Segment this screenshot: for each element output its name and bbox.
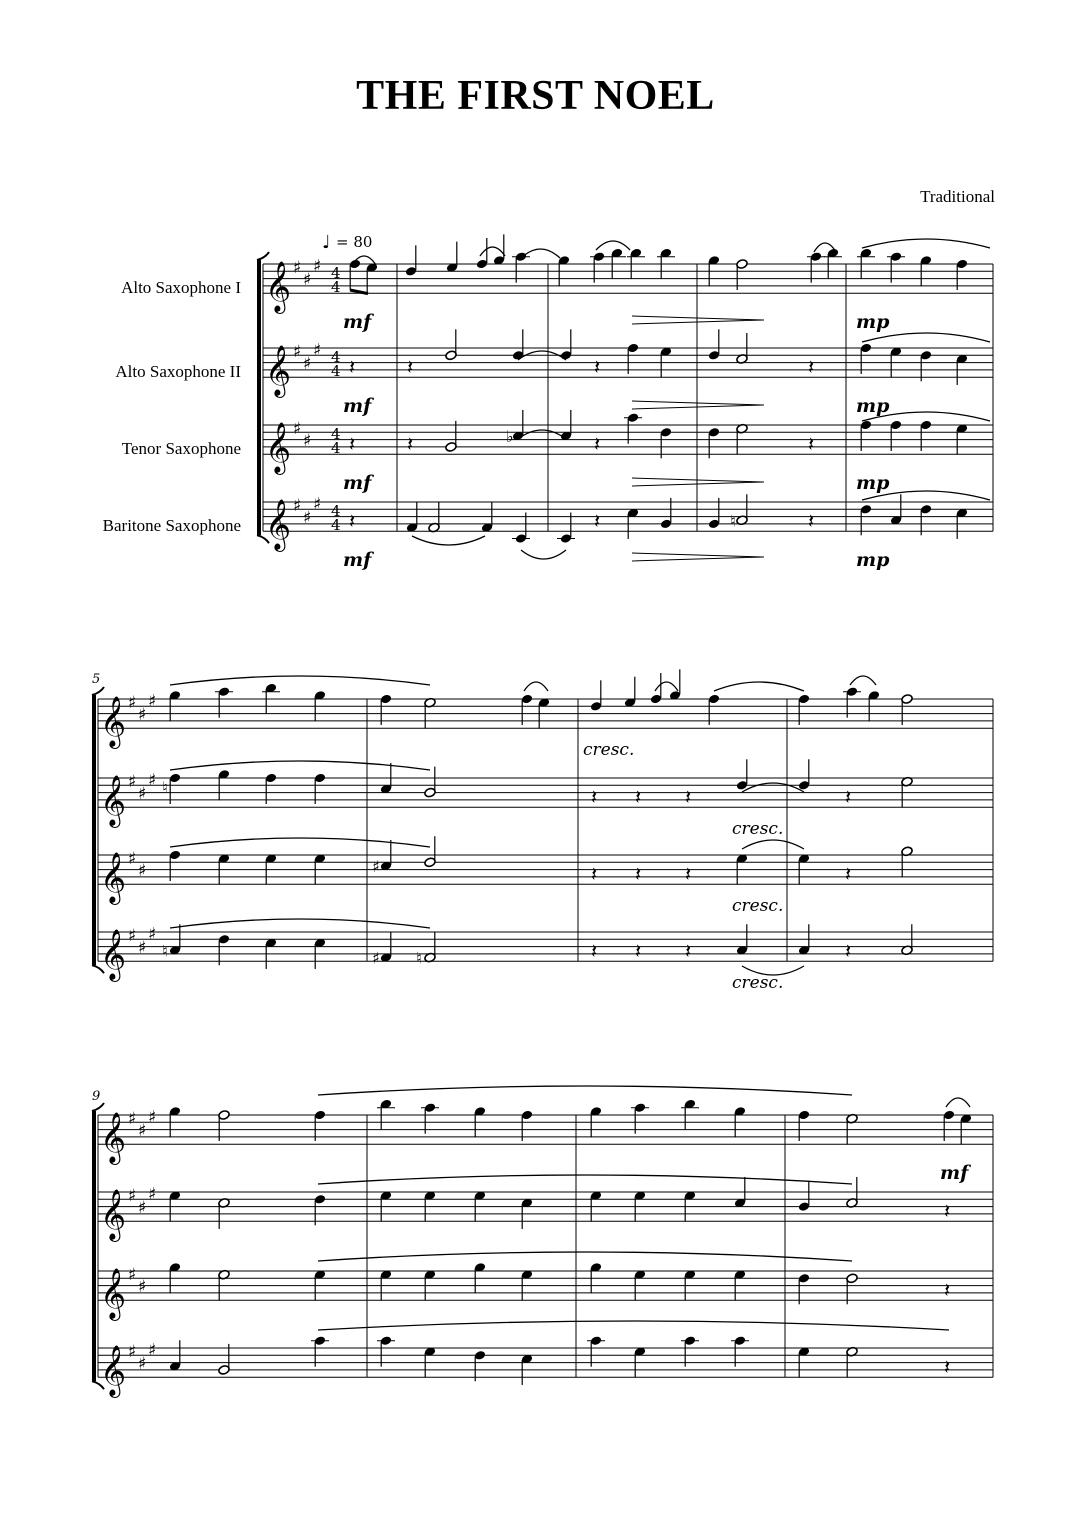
key-sharp: ♯ — [303, 507, 312, 528]
slur — [318, 1175, 852, 1184]
slur — [318, 1086, 852, 1095]
key-sharp: ♯ — [128, 1342, 137, 1362]
slur — [480, 247, 505, 256]
flat-accidental: ♭ — [506, 426, 514, 446]
quarter-rest: 𝄽 — [808, 431, 815, 456]
quarter-rest: 𝄽 — [407, 354, 414, 379]
slur — [862, 333, 990, 342]
dynamic-mf: mf — [343, 311, 372, 333]
dynamic-mp: mp — [856, 395, 890, 417]
slur — [170, 676, 430, 685]
key-sharp: ♯ — [303, 269, 312, 290]
measure-number: 9 — [92, 1089, 101, 1104]
quarter-rest: 𝄽 — [685, 861, 692, 886]
natural-accidental: ♮ — [730, 511, 736, 531]
key-sharp: ♯ — [293, 258, 302, 278]
treble-clef: 𝄞 — [265, 345, 292, 397]
decrescendo-hairpin — [632, 553, 764, 561]
key-sharp: ♯ — [303, 353, 312, 374]
dynamic-mf: mf — [343, 472, 372, 494]
time-sig-top: 4 — [331, 502, 341, 520]
tempo-note: ♩ — [322, 232, 331, 253]
quarter-rest: 𝄽 — [944, 1354, 951, 1379]
key-sharp: ♯ — [138, 1353, 147, 1374]
quarter-rest: 𝄽 — [808, 354, 815, 379]
time-sig-top: 4 — [331, 264, 341, 282]
measure-number: 5 — [92, 672, 101, 687]
quarter-rest: 𝄽 — [808, 508, 815, 533]
treble-clef: 𝄞 — [265, 422, 292, 474]
key-sharp: ♯ — [148, 770, 157, 791]
slur — [714, 682, 804, 691]
key-sharp: ♯ — [313, 340, 322, 361]
quarter-rest: 𝄽 — [845, 861, 852, 886]
time-sig-bottom: 4 — [331, 516, 341, 534]
quarter-rest: 𝄽 — [845, 784, 852, 809]
key-sharp: ♯ — [293, 496, 302, 516]
slur — [850, 676, 876, 685]
bracket-hook-top — [257, 252, 269, 260]
key-sharp: ♯ — [313, 494, 322, 515]
instrument-label-tenor: Tenor Saxophone — [121, 439, 241, 458]
bracket-hook-top — [92, 1103, 104, 1111]
key-sharp: ♯ — [148, 1184, 157, 1205]
quarter-rest: 𝄽 — [685, 938, 692, 963]
composer-credit: Traditional — [920, 187, 995, 206]
treble-clef: 𝄞 — [100, 929, 127, 981]
quarter-rest: 𝄽 — [591, 938, 598, 963]
key-sharp: ♯ — [138, 1276, 147, 1297]
key-sharp: ♯ — [303, 430, 312, 451]
key-sharp: ♯ — [138, 1120, 147, 1141]
slur — [946, 1098, 970, 1107]
expression-cresc: cresc. — [732, 973, 784, 993]
slur — [655, 682, 678, 691]
dynamic-mf: mf — [940, 1162, 969, 1184]
treble-clef: 𝄞 — [100, 696, 127, 748]
quarter-rest: 𝄽 — [594, 431, 601, 456]
dynamic-mp: mp — [856, 311, 890, 333]
bracket-hook-top — [92, 687, 104, 695]
quarter-rest: 𝄽 — [635, 861, 642, 886]
key-sharp: ♯ — [148, 691, 157, 712]
quarter-rest: 𝄽 — [594, 508, 601, 533]
slur — [318, 1321, 949, 1330]
key-sharp: ♯ — [128, 1186, 137, 1206]
instrument-label-alto-1: Alto Saxophone I — [121, 278, 241, 297]
natural-accidental: ♮ — [416, 948, 422, 968]
slur — [862, 239, 990, 248]
dynamic-mp: mp — [856, 472, 890, 494]
time-sig-bottom: 4 — [331, 278, 341, 296]
treble-clef: 𝄞 — [265, 261, 292, 313]
quarter-rest: 𝄽 — [591, 861, 598, 886]
treble-clef: 𝄞 — [100, 775, 127, 827]
treble-clef: 𝄞 — [100, 1189, 127, 1241]
time-sig-bottom: 4 — [331, 362, 341, 380]
key-sharp: ♯ — [148, 924, 157, 945]
slur — [170, 919, 430, 928]
key-sharp: ♯ — [128, 772, 137, 792]
treble-clef: 𝄞 — [100, 1268, 127, 1320]
natural-accidental: ♮ — [162, 778, 168, 798]
tempo-text: = 80 — [336, 233, 373, 251]
treble-clef: 𝄞 — [100, 852, 127, 904]
slur — [521, 550, 566, 559]
dynamic-mf: mf — [343, 395, 372, 417]
quarter-rest: 𝄽 — [594, 354, 601, 379]
expression-cresc: cresc. — [583, 740, 635, 760]
treble-clef: 𝄞 — [100, 1345, 127, 1397]
key-sharp: ♯ — [138, 704, 147, 725]
time-sig-bottom: 4 — [331, 439, 341, 457]
dynamic-mf: mf — [343, 549, 372, 571]
time-sig-top: 4 — [331, 425, 341, 443]
slur — [318, 1252, 852, 1261]
time-sig-top: 4 — [331, 348, 341, 366]
key-sharp: ♯ — [128, 849, 137, 869]
sharp-accidental: ♯ — [372, 856, 380, 876]
quarter-rest: 𝄽 — [685, 784, 692, 809]
slur — [518, 430, 566, 439]
sharp-accidental: ♯ — [372, 948, 380, 968]
quarter-rest: 𝄽 — [349, 354, 356, 379]
key-sharp: ♯ — [128, 1265, 137, 1285]
key-sharp: ♯ — [148, 1340, 157, 1361]
decrescendo-hairpin — [632, 401, 764, 409]
quarter-rest: 𝄽 — [944, 1277, 951, 1302]
natural-accidental: ♮ — [162, 941, 168, 961]
key-sharp: ♯ — [138, 937, 147, 958]
quarter-rest: 𝄽 — [635, 938, 642, 963]
key-sharp: ♯ — [128, 693, 137, 713]
expression-cresc: cresc. — [732, 819, 784, 839]
treble-clef: 𝄞 — [265, 499, 292, 551]
key-sharp: ♯ — [293, 419, 302, 439]
instrument-label-alto-2: Alto Saxophone II — [115, 362, 241, 381]
key-sharp: ♯ — [138, 860, 147, 881]
slur — [742, 783, 804, 792]
key-sharp: ♯ — [138, 783, 147, 804]
treble-clef: 𝄞 — [100, 1112, 127, 1164]
key-sharp: ♯ — [293, 342, 302, 362]
key-sharp: ♯ — [128, 1109, 137, 1129]
instrument-label-baritone: Baritone Saxophone — [102, 516, 241, 535]
key-sharp: ♯ — [148, 1107, 157, 1128]
decrescendo-hairpin — [632, 478, 764, 486]
slur — [742, 840, 804, 849]
dynamic-mp: mp — [856, 549, 890, 571]
quarter-rest: 𝄽 — [845, 938, 852, 963]
slur — [596, 241, 630, 250]
slur — [412, 536, 485, 545]
quarter-rest: 𝄽 — [349, 508, 356, 533]
slur — [524, 682, 548, 691]
score-title: THE FIRST NOEL — [356, 73, 715, 119]
decrescendo-hairpin — [632, 316, 764, 324]
quarter-rest: 𝄽 — [591, 784, 598, 809]
key-sharp: ♯ — [138, 1197, 147, 1218]
key-sharp: ♯ — [313, 256, 322, 277]
quarter-rest: 𝄽 — [407, 431, 414, 456]
quarter-rest: 𝄽 — [944, 1198, 951, 1223]
expression-cresc: cresc. — [732, 896, 784, 916]
quarter-rest: 𝄽 — [349, 431, 356, 456]
key-sharp: ♯ — [128, 926, 137, 946]
quarter-rest: 𝄽 — [635, 784, 642, 809]
